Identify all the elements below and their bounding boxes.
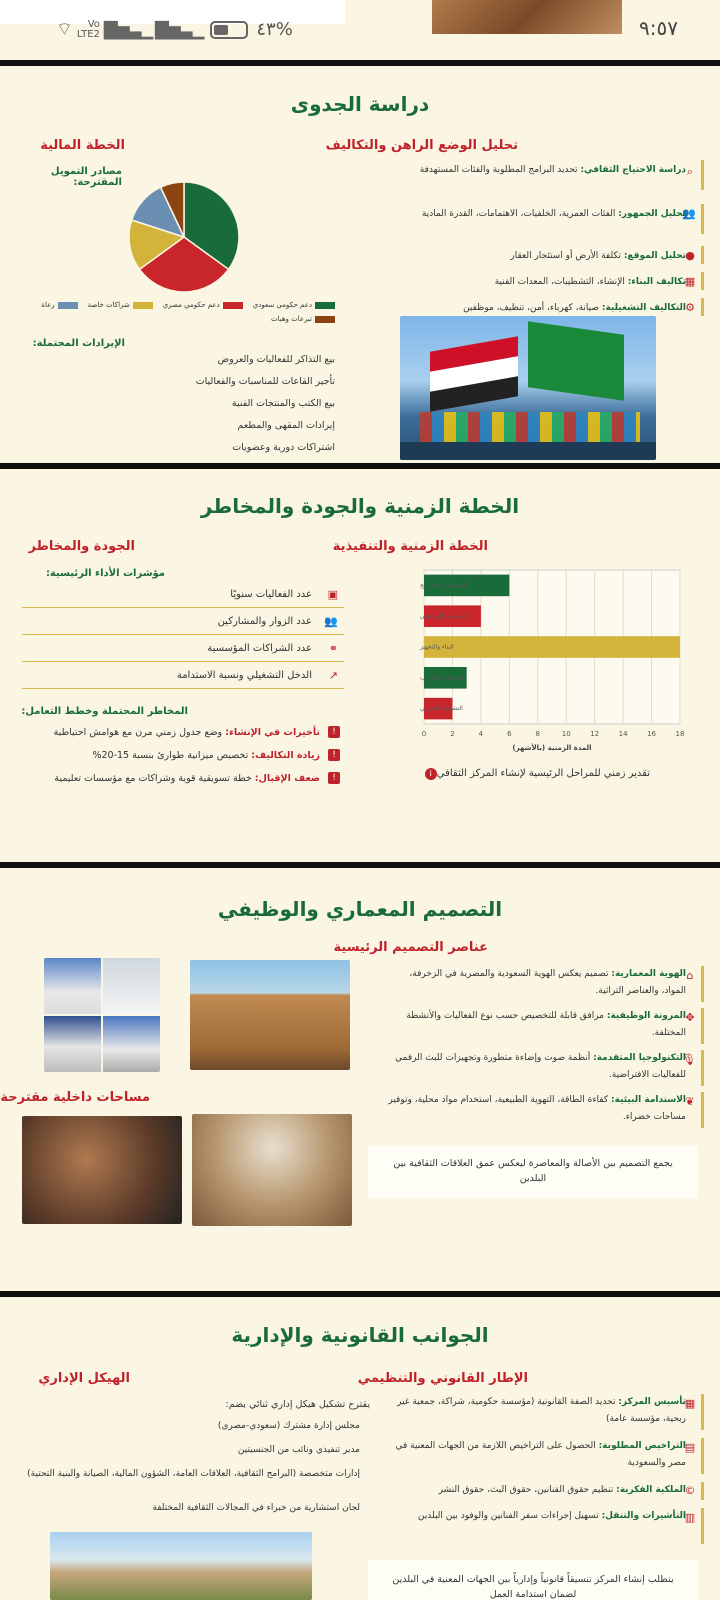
- risk-row: ! تأخيرات في الإنشاء: وضع جدول زمني مرن مع هوامش احتياطية: [22, 724, 344, 746]
- finance-heading: الخطة المالية: [40, 138, 125, 153]
- funding-pie-chart: [120, 178, 248, 296]
- timeline-bar-chart: [364, 564, 694, 760]
- funding-sources-title: مصادر التمويل المقترحة:: [50, 166, 122, 188]
- design-note: يجمع التصميم بين الأصالة والمعاصرة ليعكس عمق العلاقات الثقافية بين البلدين: [368, 1146, 698, 1198]
- risks-heading: المخاطر المحتملة وخطط التعامل:: [21, 706, 188, 717]
- battery-percent: %٤٣: [256, 19, 293, 40]
- admin-item: مدير تنفيذي ونائب من الجنسيتين: [237, 1445, 360, 1455]
- warning-icon: !: [328, 726, 340, 738]
- legal-item: تأسيس المركز: تحديد الصفة القانونية (مؤسسة حكومية، شراكة، جمعية غير ربحية، مؤسسة عامة): [397, 1397, 686, 1424]
- timeline-heading: الخطة الزمنية والتنفيذية: [332, 539, 488, 554]
- quality-heading: الجودة والمخاطر: [28, 539, 135, 554]
- port-flags-photo: [400, 316, 656, 460]
- warning-icon: !: [328, 749, 340, 761]
- design-element: الهوية المعمارية: تصميم يعكس الهوية السعودية والمصرية في الزخرفة، المواد، والعناصر التراثية.: [409, 969, 686, 996]
- volte-icon: Vo LTE2: [76, 18, 100, 40]
- info-icon: i: [425, 768, 437, 780]
- analysis-item: تحليل الموقع: تكلفة الأرض أو استئجار العقار: [510, 251, 686, 261]
- x-tick-label: 6: [507, 730, 512, 738]
- y-category-label: البناء والتجهيز: [420, 643, 454, 651]
- kpi-row: ↗ الدخل التشغيلي ونسبة الاستدامة: [22, 663, 344, 689]
- x-axis-label: المدة الزمنية (بالأشهر): [512, 744, 592, 752]
- legend-swatch: [315, 302, 335, 309]
- interior-spaces-heading: مساحات داخلية مقترحة: [0, 1090, 150, 1105]
- revenue-item: اشتراكات دورية وعضويات: [232, 442, 335, 453]
- legal-item: التراخيص المطلوبة: الحصول على التراخيص اللازمة من الجهات المعنية في مصر والسعودية: [395, 1441, 686, 1468]
- kpi-row: ▣ عدد الفعاليات سنويًا: [22, 582, 344, 608]
- admin-item: لجان استشارية من خبراء في المجالات الثقافية المختلفة: [152, 1503, 360, 1513]
- admin-intro: يقترح تشكيل هيكل إداري ثنائي يضم:: [225, 1399, 370, 1410]
- document-icon: ▤: [684, 1441, 696, 1454]
- admin-item: مجلس إدارة مشترك (سعودي-مصري): [217, 1421, 360, 1431]
- design-element: التكنولوجيا المتقدمة: أنظمة صوت وإضاءة متطورة وتجهيزات للبث الرقمي للفعاليات الافتراضية.: [395, 1053, 686, 1080]
- x-tick-label: 8: [535, 730, 541, 738]
- admin-heading: الهيكل الإداري: [38, 1371, 130, 1386]
- x-tick-label: 14: [618, 730, 628, 738]
- x-tick-label: 4: [478, 730, 484, 738]
- revenue-item: بيع الكتب والمنتجات الفنية: [231, 398, 335, 409]
- battery-icon: [210, 21, 248, 39]
- analysis-heading: تحليل الوضع الراهن والتكاليف: [325, 138, 518, 153]
- y-category-label: التخطيط والتصاريح: [420, 581, 468, 589]
- microphone-icon: 🎙: [682, 1053, 696, 1066]
- x-tick-label: 0: [421, 730, 427, 738]
- x-tick-label: 10: [561, 730, 571, 738]
- y-category-label: التوظيف والتدريب: [420, 674, 465, 682]
- y-category-label: التصميم والتراخيص: [420, 612, 468, 620]
- chart-caption: i تقدير زمني للمراحل الرئيسية لإنشاء المركز الثقافي: [403, 768, 650, 780]
- interior-hall-photo: [22, 1116, 182, 1224]
- bar: [424, 636, 680, 658]
- users-icon: 👥: [324, 615, 338, 628]
- legend-entry: شراكات خاصة: [88, 298, 153, 312]
- legal-heading: الإطار القانوني والتنظيمي: [357, 1371, 528, 1386]
- heritage-building-photo: [190, 960, 350, 1070]
- warning-icon: !: [328, 772, 340, 784]
- search-icon: ⌕: [686, 165, 694, 178]
- design-element: الاستدامة البيئية: كفاءة الطاقة، التهوية الطبيعية، استخدام مواد محلية، وتوفير مساحات خضراء.: [388, 1095, 686, 1122]
- legend-swatch: [133, 302, 153, 309]
- interior-atrium-photo: [192, 1114, 352, 1226]
- legend-swatch: [315, 316, 335, 323]
- y-category-label: التشغيل التجريبي: [420, 705, 463, 713]
- risk-row: ! زيادة التكاليف: تخصيص ميزانية طوارئ بنسبة 15-20%: [22, 747, 344, 769]
- building-icon: ▦: [684, 275, 696, 288]
- courtyard-photo: [50, 1532, 312, 1600]
- legal-item: الملكية الفكرية: تنظيم حقوق الفنانين، حقوق البث، حقوق النشر: [438, 1485, 686, 1495]
- legend-entry: دعم حكومي سعودي: [253, 298, 335, 312]
- admin-item: إدارات متخصصة (البرامج الثقافية، العلاقات العامة، الشؤون المالية، الصيانة والبنية التحتية): [27, 1469, 360, 1479]
- section3-title: التصميم المعماري والوظيفي: [217, 897, 503, 921]
- section-divider: [0, 1291, 720, 1297]
- revenue-item: بيع التذاكر للفعاليات والعروض: [217, 354, 335, 365]
- design-element: المرونة الوظيفية: مرافق قابلة للتخصيص حسب نوع الفعاليات والأنشطة المختلفة.: [406, 1011, 686, 1038]
- passport-icon: ▥: [684, 1511, 696, 1524]
- analysis-item: التكاليف التشغيلية: صيانة، كهرباء، أمن، تنظيف، موظفين: [463, 303, 686, 313]
- section2-title: الخطة الزمنية والجودة والمخاطر: [200, 494, 520, 518]
- legend-entry: رعاة: [41, 298, 77, 312]
- section-divider: [0, 862, 720, 868]
- section1-title: دراسة الجدوى: [290, 92, 430, 116]
- revenue-item: تأجير القاعات للمناسبات والفعاليات: [195, 376, 335, 387]
- signal-icon: ▁▃▅▇ ▁▃▅▇: [103, 19, 203, 40]
- pie-legend: [25, 298, 335, 326]
- location-pin-icon: ●: [685, 249, 695, 262]
- section-divider: [0, 463, 720, 469]
- handshake-icon: ⚭: [328, 642, 338, 655]
- analysis-item: تحليل الجمهور: الفئات العمرية، الخلفيات، الاهتمامات، القدرة المادية: [421, 209, 686, 219]
- analysis-item: دراسة الاحتياج الثقافي: تحديد البرامج المطلوبة والفئات المستهدفة: [419, 165, 686, 175]
- revenues-heading: الإيرادات المحتملة:: [32, 338, 125, 349]
- x-tick-label: 2: [450, 730, 455, 738]
- legend-entry: دعم حكومي مصري: [163, 298, 243, 312]
- chart-line-icon: ↗: [328, 669, 338, 682]
- users-icon: 👥: [682, 207, 696, 220]
- legend-swatch: [58, 302, 78, 309]
- puzzle-icon: ✥: [685, 1011, 695, 1024]
- analysis-item: تكاليف البناء: الإنشاء، التشطيبات، المعدات الفنية: [494, 277, 686, 287]
- x-tick-label: 18: [675, 730, 685, 738]
- gears-icon: ⚙: [685, 301, 695, 314]
- risk-row: ! ضعف الإقبال: خطة تسويقية قوية وشراكات مع مؤسسات تعليمية: [22, 770, 344, 792]
- leaf-icon: ❦: [685, 1095, 695, 1108]
- status-bar: [0, 0, 720, 62]
- copyright-icon: ©: [684, 1484, 696, 1497]
- top-photo-edge: [432, 0, 622, 34]
- clock: ٩:٥٧: [639, 16, 678, 40]
- section-divider: [0, 60, 720, 66]
- kpi-row: 👥 عدد الزوار والمشاركين: [22, 609, 344, 635]
- legal-note: يتطلب إنشاء المركز تنسيقاً قانونياً وإدارياً بين الجهات المعنية في البلدين لضمان استدامة العمل: [368, 1560, 698, 1600]
- revenue-item: إيرادات المقهى والمطعم: [237, 420, 335, 431]
- x-tick-label: 12: [590, 730, 600, 738]
- design-elements-heading: عناصر التصميم الرئيسية: [333, 940, 488, 955]
- legend-swatch: [223, 302, 243, 309]
- landmark-icon: ⌂: [686, 969, 694, 982]
- legal-item: التأشيرات والتنقل: تسهيل إجراءات سفر الفنانين والوفود بين البلدين: [417, 1511, 686, 1521]
- kpi-row: ⚭ عدد الشراكات المؤسسية: [22, 636, 344, 662]
- x-tick-label: 16: [647, 730, 657, 738]
- kpi-heading: مؤشرات الأداء الرئيسية:: [45, 568, 165, 579]
- wifi-icon: ⌔: [56, 19, 73, 40]
- status-icons: [56, 18, 293, 41]
- building-icon: ▦: [684, 1397, 696, 1410]
- calendar-icon: ▣: [327, 588, 338, 601]
- section4-title: الجوانب القانونية والإدارية: [231, 1323, 489, 1347]
- legend-entry: تبرعات وهبات: [271, 312, 335, 326]
- mosque-collage-photo: [44, 958, 160, 1072]
